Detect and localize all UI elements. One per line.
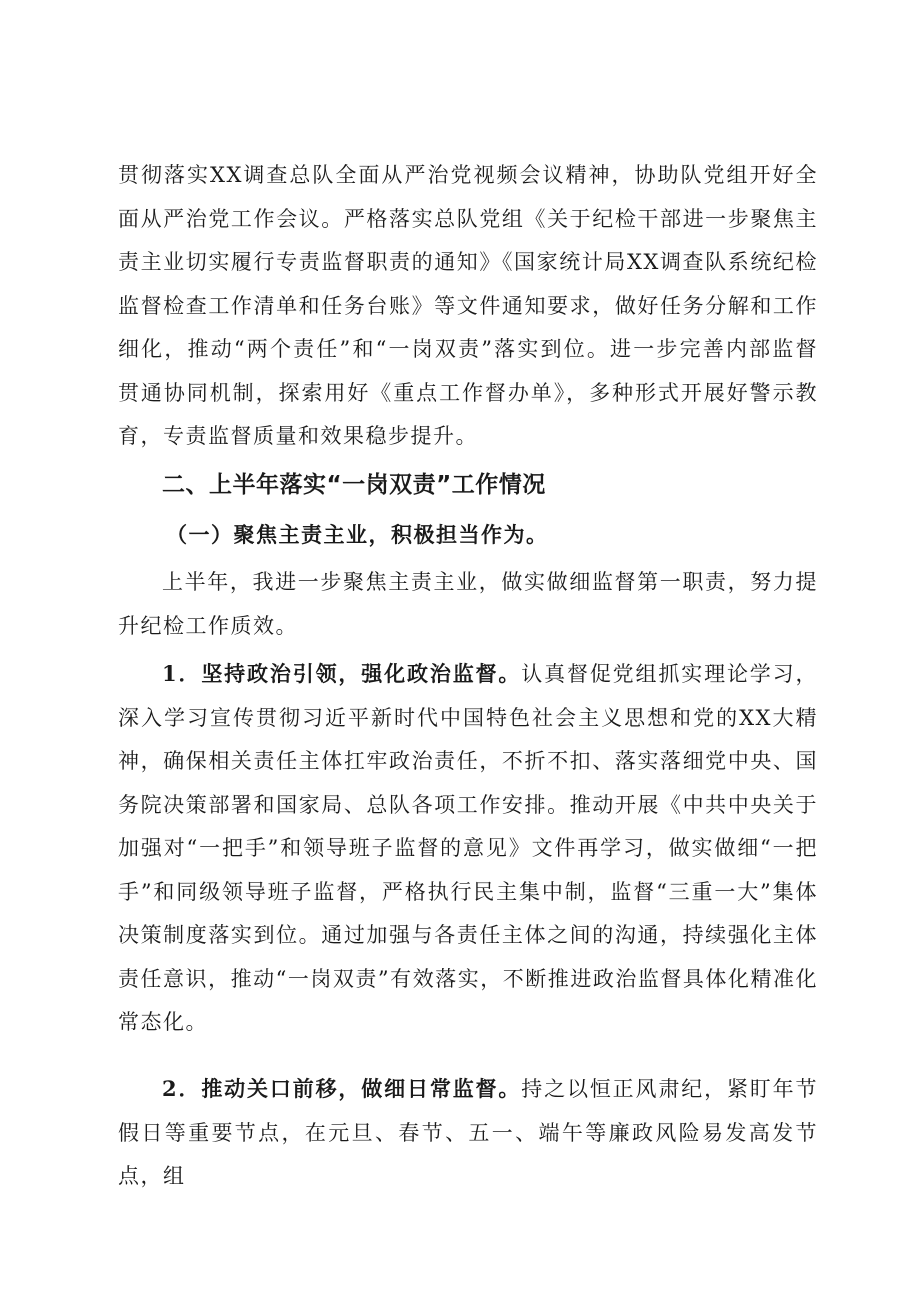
item-2-body: 持之以恒正风肃纪，紧盯年节假日等重要节点，在元旦、春节、五一、端午等廉政风险易发高发节点，组 (118, 1077, 818, 1188)
subsection-heading: （一）聚焦主责主业，积极担当作为。 (166, 522, 549, 547)
paragraph-intro: 上半年，我进一步聚焦主责主业，做实做细监督第一职责，努力提升纪检工作质效。 (118, 570, 818, 638)
paragraph-item-1 (118, 652, 818, 1045)
item-2-lead: 2．推动关口前移，做细日常监督。 (162, 1076, 522, 1101)
section-heading: 二、上半年落实“一岗双责”工作情况 (162, 472, 546, 498)
paragraph-item-2 (118, 1067, 818, 1199)
paragraph-continuation: 贯彻落实XX调查总队全面从严治党视频会议精神，协助队党组开好全面从严治党工作会议。严格落实总队党组《关于纪检干部进一步聚焦主责主业切实履行专责监督职责的通知》《国家统计局XX调查队系统纪检监督检查工作清单和任务台账》等文件通知要求，做好任务分解和工作细化，推动“两个责任”和“一岗双责”落实到位。进一步完善内部监督贯通协同机制，探索用好《重点工作督办单》，多种形式开展好警示教育，专责监督质量和效果稳步提升。 (118, 163, 818, 448)
item-1-body: 认真督促党组抓实理论学习，深入学习宣传贯彻习近平新时代中国特色社会主义思想和党的XX大精神，确保相关责任主体扛牢政治责任，不折不扣、落实落细党中央、国务院决策部署和国家局、总队各项工作安排。推动开展《中共中央关于加强对“一把手”和领导班子监督的意见》文件再学习，做实做细“一把手”和同级领导班子监督，严格执行民主集中制，监督“三重一大”集体决策制度落实到位。通过加强与各责任主体之间的沟通，持续强化主体责任意识，推动“一岗双责”有效落实，不断推进政治监督具体化精准化常态化。 (118, 662, 818, 1034)
item-1-lead: 1．坚持政治引领，强化政治监督。 (162, 661, 522, 686)
